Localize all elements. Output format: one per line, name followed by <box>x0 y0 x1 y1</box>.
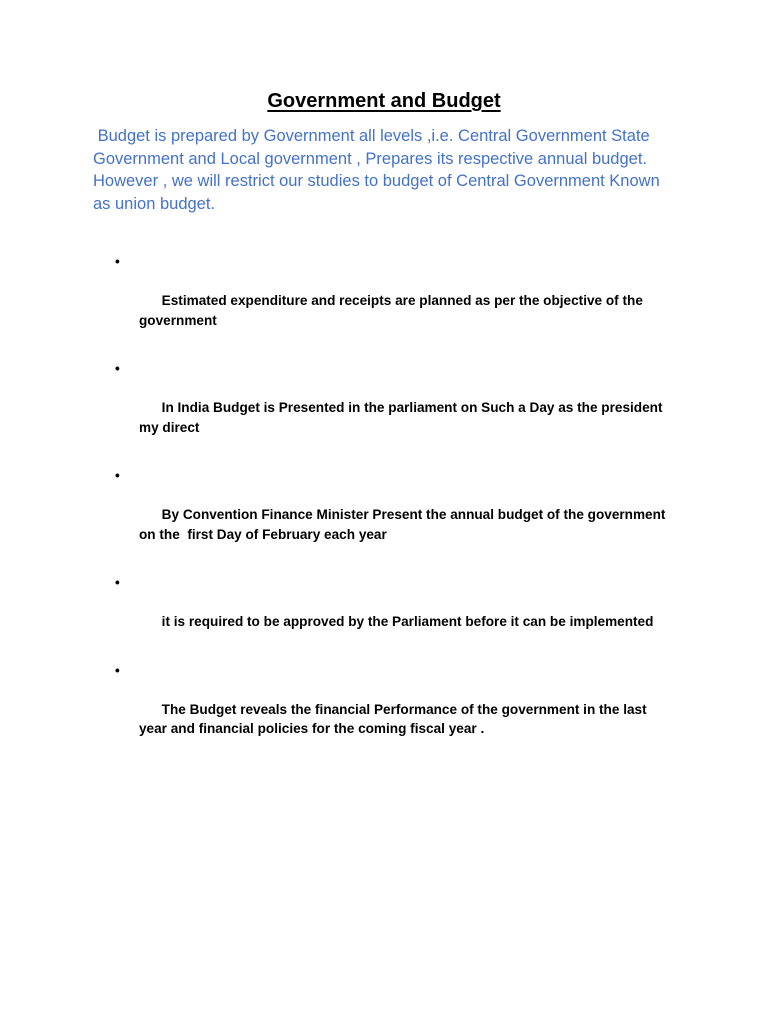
list-item-text: Estimated expenditure and receipts are planned as per the objective of the government <box>139 293 647 328</box>
intro-paragraph: Budget is prepared by Government all levels ,i.e. Central Government State Government and Local government , Prepares its respective annual budget. However , we will restrict our studies to budget of Central Government Known as union budget. <box>93 127 665 213</box>
bullet-list <box>93 252 678 768</box>
list-item <box>93 661 678 759</box>
list-item-text: In India Budget is Presented in the parliament on Such a Day as the president my direct <box>139 400 667 435</box>
bullet-icon: • <box>115 575 120 590</box>
bullet-icon: • <box>115 468 120 483</box>
list-item <box>93 573 678 651</box>
bullet-icon: • <box>115 662 120 678</box>
list-item <box>93 252 678 350</box>
document-title: Government and Budget <box>267 90 501 112</box>
bullet-icon: • <box>115 254 120 269</box>
list-item-text: it is required to be approved by the Parliament before it can be implemented <box>161 614 654 629</box>
list-item <box>93 359 678 457</box>
bullet-icon: • <box>115 361 120 376</box>
list-item <box>93 466 678 564</box>
list-item-text: The Budget reveals the financial Performance of the government in the last year and financial policies for the coming fiscal year . <box>139 701 651 736</box>
list-item-text: By Convention Finance Minister Present the annual budget of the government on the first Day of February each year <box>139 507 670 542</box>
